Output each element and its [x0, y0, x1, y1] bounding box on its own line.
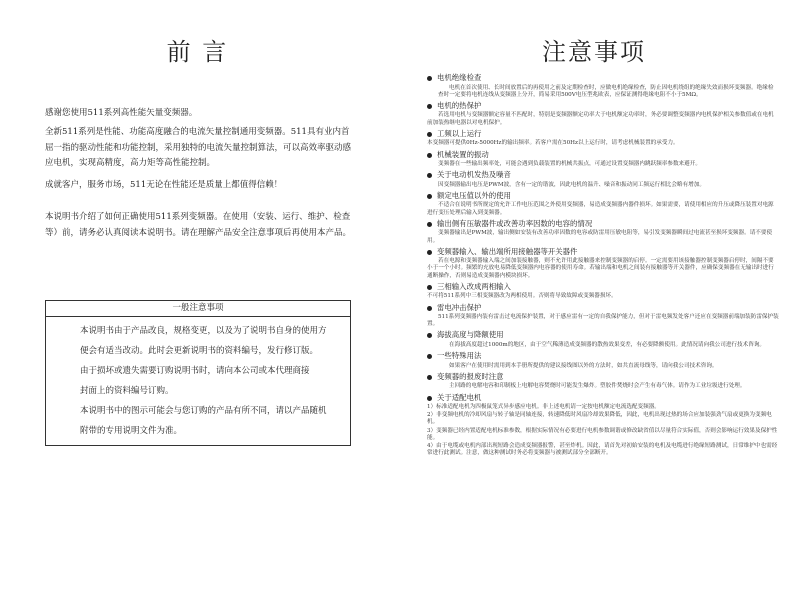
note-title: 关于适配电机	[437, 392, 482, 402]
note-body: 电机在首次使用、长时间放置后的再使用之前及定期检查时，应做电机绝缘检查，防止因电机绕组的绝缘失效而损坏变频器。绝缘检查时一定要将电机连线从变频器上分开，简易采用500V电压型兆欧表，应保证测得绝缘电阻不小于5MΩ。	[438, 84, 774, 98]
precautions-title: 注意事项	[542, 38, 646, 66]
note-title: 一些特殊用法	[437, 351, 482, 361]
preface-paragraph-trust: 成就客户，服务市场，511无论在性能还是质量上都值得信赖！	[45, 180, 283, 190]
preface-paragraph-manual: 本说明书介绍了如何正确使用511系列变频器。在使用（安装、运行、维护、检查等）前，请务必认真阅读本说明书。请在理解产品安全注意事项后再使用本产品。	[45, 212, 352, 238]
general-notice-box	[45, 300, 351, 446]
note-three-to-two-phase	[427, 282, 779, 301]
bullet-icon	[427, 194, 432, 199]
note-title: 电机的热保护	[437, 100, 482, 110]
bullet-icon	[427, 132, 432, 137]
note-special-usage	[427, 351, 779, 370]
notice-line: 便会有适当改动。此时会更新说明书的资料编号，发行修订版。	[80, 346, 319, 356]
note-body: 不可将511系列中三相变频器改为两相使用。否则将导致故障或变频器损坏。	[427, 293, 617, 300]
note-body: 不适合在说明书所规定的允许工作电压范围之外使用变频器，易造成变频器内器件损坏。如果需要，请使用相应的升压或降压装置对电源进行变压处理后输入到变频器。	[427, 202, 774, 216]
note-title: 雷电冲击保护	[437, 302, 482, 312]
note-title: 输出侧有压敏器件或改善功率因数的电容的情况	[437, 218, 593, 228]
general-notice-body	[46, 317, 350, 441]
note-motor-heat-noise	[427, 170, 779, 189]
left-page	[0, 0, 395, 595]
note-body: 若在电源和变频器输入端之间加装接触器，则不允许用此接触器来控制变频器的启停。一定需要用该接触器控制变频器启停时，间隔不要小于一个小时。频繁的充放电易降低变频器内电容器的使用寿命。若输出端和电机之间装有接触器等开关器件，应确保变频器在无输出时进行通断操作，否则易造成变频器内模块损坏。	[427, 258, 774, 279]
note-body: 本变频器可提供0Hz-5000Hz的输出频率。若客户需在50Hz以上运行时，请考虑机械装置的承受力。	[427, 140, 679, 147]
note-altitude-derating	[427, 330, 779, 349]
bullet-icon	[427, 333, 432, 338]
note-list-item: 3）变频器已经内置适配电机标准参数，根据实际情况有必要进行电机参数调谐或修改缺省值以尽量符合实际值，否则会影响运行效果及保护性能。	[427, 427, 778, 441]
note-adapted-motor	[427, 393, 779, 458]
note-body: 如果客户在使用时需用到本手册所提供的建议接线图以外的方法时，如共直流母线等，请向我公司技术咨询。	[449, 362, 718, 369]
note-body: 若选用电机与变频器额定容量不匹配时，特别是变频器额定功率大于电机额定功率时，务必要调整变频器内电机保护相关参数值或在电机前加装热继电器以对电机保护。	[427, 112, 774, 126]
notice-line: 本说明书中的图示可能会与您订购的产品有所不同，请以产品随机	[80, 406, 327, 416]
right-page	[395, 0, 793, 595]
bullet-icon	[427, 285, 432, 290]
bullet-icon	[427, 250, 432, 255]
note-body: 主回路的电解电容和印制板上电解电容焚烧时可能发生爆炸。塑胶件焚烧时会产生有毒气体。请作为工业垃圾进行处理。	[449, 383, 746, 390]
bullet-icon	[427, 222, 432, 227]
note-title: 海拔高度与降额使用	[437, 330, 504, 340]
notice-line: 封面上的资料编号订购。	[80, 386, 174, 396]
bullet-icon	[427, 354, 432, 359]
notice-line: 由于损坏或遗失需要订购说明书时，请向本公司或本代理商接	[80, 366, 310, 376]
bullet-icon	[427, 153, 432, 158]
preface-paragraph-thanks: 感谢您使用511系列高性能矢量变频器。	[45, 108, 198, 118]
bullet-icon	[427, 375, 432, 380]
note-list-item: 4）由于电缆或电机内部出现短路会造成变频器报警，甚至炸机。因此，请首先对初始安装的电机及电缆进行绝缘短路测试，日常维护中也需经常进行此测试。注意，做这种测试时务必将变频器与被测试部分全部断开。	[427, 443, 778, 457]
bullet-icon	[427, 173, 432, 178]
note-body: 变频器在一些输出频率处，可能会遇到负载装置的机械共振点，可通过设置变频器内跳跃频率参数来避开。	[438, 161, 701, 168]
note-disposal	[427, 372, 779, 391]
notice-line: 本说明书由于产品改良，规格变更，以及为了说明书自身的使用方	[80, 326, 327, 336]
note-title: 变频器的报废时注意	[437, 371, 504, 381]
note-title: 工频以上运行	[437, 128, 482, 138]
bullet-icon	[427, 306, 432, 311]
note-title: 变频器输入、输出端所用接触器等开关器件	[437, 246, 578, 256]
note-lightning-protection	[427, 303, 779, 329]
preface-title: 前 言	[166, 38, 229, 66]
bullet-icon	[427, 104, 432, 109]
note-title: 机械装置的振动	[437, 149, 489, 159]
note-motor-thermal-protection	[427, 101, 779, 127]
note-body: 因变频器输出电压是PWM波，含有一定的谐波，因此电机的温升、噪音和振动同工频运行相比会略有增加。	[438, 181, 705, 188]
bullet-icon	[427, 396, 432, 401]
note-above-mains-frequency	[427, 129, 779, 148]
precautions-list	[427, 73, 779, 459]
note-list-item: 1）标准适配电机为四极鼠笼式异步感应电机。非上述电机请一定按电机额定电流选配变频器。	[427, 404, 660, 411]
note-title: 关于电动机发热及噪音	[437, 170, 511, 180]
note-output-capacitor	[427, 219, 779, 245]
note-title: 额定电压值以外的使用	[437, 190, 511, 200]
note-list-item: 2）非变频电机的冷却风扇与转子轴是同轴连接，转速降低时风扇冷却效果降低，因此，电机出现过热的场合应加装强劲气扇或更换为变频电机。	[427, 412, 772, 426]
preface-paragraph-intro: 全新511系列是性能、功能高度融合的电流矢量控制通用变频器。511具有业内首屈一指的驱动性能和功能控制，采用独特的电流矢量控制算法，可以高效率驱动感应电机，实现高精度，高力矩等高性能控制。	[45, 127, 352, 168]
note-mechanical-vibration	[427, 150, 779, 169]
note-body: 511系列变频器内装有雷击过电流保护装置，对于感应雷有一定的自我保护能力，但对于雷电频发处客户还应在变频器前端加装防雷保护装置。	[427, 314, 779, 328]
note-body: 在海拔高度超过1000m的地区，由于空气稀薄造成变频器的散热效果变差，有必要降额使用。此情况请向我公司进行技术咨询。	[449, 341, 766, 348]
bullet-icon	[427, 76, 432, 81]
general-notice-heading: 一般注意事项	[46, 301, 350, 317]
note-title: 电机绝缘检查	[437, 73, 482, 82]
notice-line: 附带的专用说明文件为准。	[80, 426, 183, 436]
note-insulation-check	[427, 73, 779, 99]
note-rated-voltage	[427, 191, 779, 217]
note-body: 变频器输出是PWM波，输出侧如安装有改善功率因数的电容或防雷用压敏电阻等，易引发变频器瞬间过电流甚至损坏变频器。请不要使用。	[427, 230, 773, 244]
note-contactors	[427, 247, 779, 280]
note-title: 三相输入改成两相输入	[437, 281, 511, 291]
